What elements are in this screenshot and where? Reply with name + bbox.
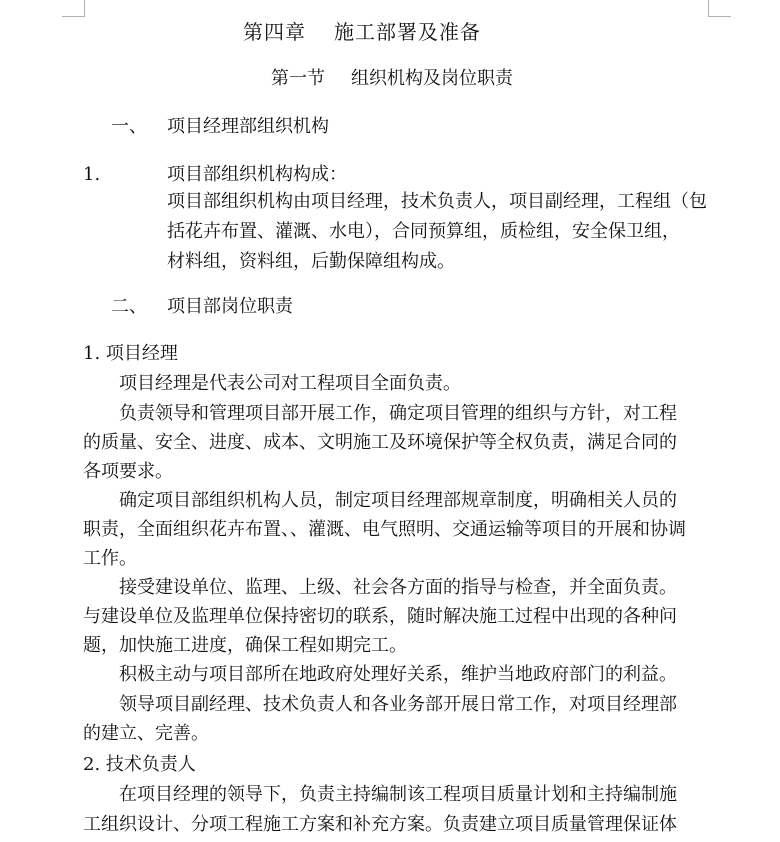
- heading-1: [111, 116, 329, 138]
- pm-paragraph-line: 领导项目副经理、技术负责人和各业务部开展日常工作，对项目经理部: [119, 694, 677, 715]
- tech-paragraph-line: 在项目经理的领导下，负责主持编制该工程项目质量计划和主持编制施: [119, 784, 677, 805]
- chapter-heading: [243, 21, 481, 43]
- heading-2: [111, 296, 293, 318]
- pm-paragraph-line: 与建设单位及监理单位保持密切的联系，随时解决施工过程中出现的各种问: [83, 606, 677, 627]
- item-1-line: 项目部组织机构由项目经理，技术负责人，项目副经理，工程组（包: [167, 191, 707, 212]
- pm-paragraph-line: 积极主动与项目部所在地政府处理好关系，维护当地政府部门的利益。: [119, 664, 677, 685]
- heading-1-number: 一、: [111, 116, 147, 137]
- chapter-number: 第四章: [243, 20, 306, 44]
- pm-paragraph-line: 接受建设单位、监理、上级、社会各方面的指导与检查，并全面负责。: [119, 577, 677, 598]
- page-corner-mark-top-right: [708, 0, 731, 17]
- item-1-line: 括花卉布置、灌溉、水电），合同预算组，质检组，安全保卫组，: [167, 221, 680, 242]
- tech-paragraph-line: 工组织设计、分项工程施工方案和补充方案。负责建立项目质量管理保证体: [83, 814, 677, 835]
- pm-paragraph-line: 工作。: [83, 548, 137, 569]
- pm-paragraph-line: 题，加快施工进度，确保工程如期完工。: [83, 635, 407, 656]
- pm-paragraph-line: 的建立、完善。: [83, 723, 209, 744]
- item-1-number: 1.: [83, 164, 101, 185]
- pm-heading: 1. 项目经理: [83, 343, 178, 364]
- section-number: 第一节: [271, 68, 325, 89]
- chapter-title: 施工部署及准备: [334, 20, 481, 44]
- heading-2-number: 二、: [111, 296, 147, 317]
- pm-paragraph-line: 的质量、安全、进度、成本、文明施工及环境保护等全权负责，满足合同的: [83, 432, 677, 453]
- pm-paragraph-line: 各项要求。: [83, 461, 173, 482]
- heading-2-text: 项目部岗位职责: [167, 296, 293, 317]
- section-heading: [271, 68, 513, 90]
- pm-paragraph-line: 项目经理是代表公司对工程项目全面负责。: [119, 373, 461, 394]
- heading-1-text: 项目经理部组织机构: [167, 116, 329, 137]
- item-1-line: 材料组，资料组，后勤保障组构成。: [167, 251, 455, 272]
- pm-paragraph-line: 确定项目部组织机构人员，制定项目经理部规章制度，明确相关人员的: [119, 490, 677, 511]
- section-title: 组织机构及岗位职责: [351, 68, 513, 89]
- tech-heading: 2. 技术负责人: [83, 754, 196, 775]
- pm-paragraph-line: 负责领导和管理项目部开展工作，确定项目管理的组织与方针，对工程: [119, 403, 677, 424]
- item-1-title: 项目部组织机构构成：: [167, 164, 347, 185]
- page-corner-mark-top-left: [62, 0, 85, 17]
- pm-paragraph-line: 职责，全面组织花卉布置、、灌溉、电气照明、交通运输等项目的开展和协调: [83, 519, 686, 540]
